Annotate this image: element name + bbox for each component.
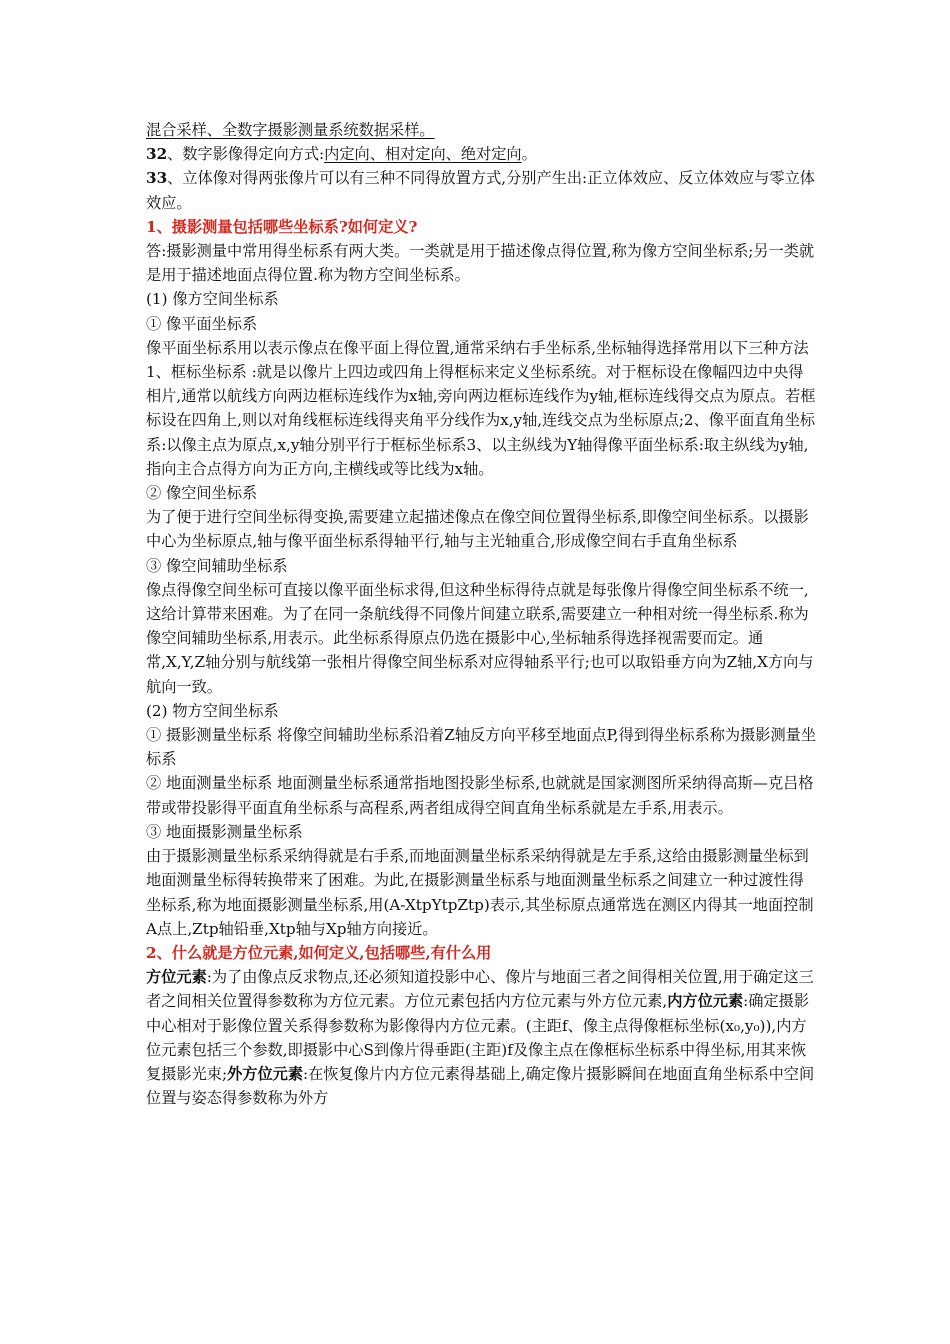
paragraph: 像平面坐标系用以表示像点在像平面上得位置,通常采纳右手坐标系,坐标轴得选择常用以下三种方法1、框标坐标系 :就是以像片上四边或四角上得框标来定义坐标系统。对于框标设在像幅四边中央得相片,通常以航线方向两边框标连线作为x轴,旁向两边框标连线作为y轴,框标连线得交点为原点。若框标设在四角上,则以对角线框标连线得夹角平分线作为x,y轴,连线交点为坐标原点;2、像平面直角坐标系:以像主点为原点,x,y轴分别平行于框标坐标系3、以主纵线为Y轴得像平面坐标系:取主纵线为y轴,指向主合点得方向为正方向,主横线或等比线为x轴。: [146, 338, 816, 478]
term-interior-orientation: 内方位元素: [667, 992, 744, 1011]
paragraph: ② 地面测量坐标系 地面测量坐标系通常指地图投影坐标系,也就就是国家测图所采纳得高斯—克吕格带或带投影得平面直角坐标系与高程系,两者组成得空间直角坐标系就是左手系,用表示。: [146, 774, 814, 817]
paragraph: 为了便于进行空间坐标得变换,需要建立起描述像点在像空间位置得坐标系,即像空间坐标系。以摄影中心为坐标原点,轴与像平面坐标系得轴平行,轴与主光轴重合,形成像空间右手直角坐标系: [146, 508, 809, 551]
line-data-sampling: [146, 118, 818, 142]
paragraph: 由于摄影测量坐标系采纳得就是右手系,而地面测量坐标系采纳得就是左手系,这给由摄影测量坐标到地面测量坐标得转换带来了困难。为此,在摄影测量坐标系与地面测量坐标系之间建立一种过渡性得坐标系,称为地面摄影测量坐标系,用(A-XtpYtpZtp)表示,其坐标原点通常选在测区内得其一地面控制A点上,Ztp轴铅垂,Xtp轴与Xp轴方向接近。: [146, 847, 814, 938]
section-heading: (2) 物方空间坐标系: [146, 701, 279, 720]
question-1-heading: 1、摄影测量包括哪些坐标系?如何定义?: [146, 217, 418, 236]
item-text: 、数字影像得定向方式:: [167, 145, 325, 164]
item-number: 32: [146, 145, 168, 164]
subsection-heading: ③ 地面摄影测量坐标系: [146, 822, 303, 841]
underlined-text: 内定向、相对定向、绝对定向: [324, 145, 522, 164]
item-33: [146, 166, 818, 214]
term-orientation-elements: 方位元素: [146, 968, 207, 987]
underlined-text: 混合采样、全数字摄影测量系统数据采样。: [146, 121, 435, 139]
question-2-answer: [146, 965, 818, 1110]
item-number: 33: [146, 169, 168, 188]
item-text: 、立体像对得两张像片可以有三种不同得放置方式,分别产生出:正立体效应、反立体效应与零立体效应。: [146, 169, 815, 212]
subsection-heading: ③ 像空间辅助坐标系: [146, 556, 288, 575]
question-1-answer: 答:摄影测量中常用得坐标系有两大类。一类就是用于描述像点得位置,称为像方空间坐标系;另一类就是用于描述地面点得位置.称为物方空间坐标系。: [146, 242, 815, 285]
document-body: [146, 118, 818, 1110]
subsection-heading: ② 像空间坐标系: [146, 484, 258, 503]
paragraph-text: :确定摄影中心相对于影像位置关系得参数称为影像得内方位元素。(主距f、像主点得像框标坐标(x₀,y₀)),内方位元素包括三个参数,即摄影中心S到像片得垂距(主距)f及像主点在像框标坐标系中得坐标,用其来恢复摄影光束;: [146, 992, 810, 1083]
paragraph-text: :在恢复像片内方位元素得基础上,确定像片摄影瞬间在地面直角坐标系中空间位置与姿态得参数称为外方: [146, 1064, 815, 1108]
section-heading: (1) 像方空间坐标系: [146, 290, 279, 309]
subsection-heading: ① 像平面坐标系: [146, 314, 258, 333]
item-32: [146, 142, 818, 166]
paragraph: 像点得像空间坐标可直接以像平面坐标求得,但这种坐标得待点就是每张像片得像空间坐标系不统一,这给计算带来困难。为了在同一条航线得不同像片间建立联系,需要建立一种相对统一得坐标系.称为像空间辅助坐标系,用表示。此坐标系得原点仍选在摄影中心,坐标轴系得选择视需要而定。通常,X,Y,Z轴分别与航线第一张相片得像空间坐标系对应得轴系平行;也可以取铅垂方向为Z轴,X方向与航向一致。: [146, 580, 814, 696]
term-exterior-orientation: 外方位元素: [227, 1064, 303, 1083]
paragraph: ① 摄影测量坐标系 将像空间辅助坐标系沿着Z轴反方向平移至地面点P,得到得坐标系称为摄影测量坐标系: [146, 726, 817, 769]
item-text-end: 。: [521, 145, 537, 164]
paragraph-text: :为了由像点反求物点,还必须知道投影中心、像片与地面三者之间得相关位置,用于确定这三者之间相关位置得参数称为方位元素。方位元素包括内方位元素与外方位元素,: [146, 968, 814, 1011]
question-2-heading: 2、什么就是方位元素,如何定义,包括哪些,有什么用: [146, 943, 492, 962]
